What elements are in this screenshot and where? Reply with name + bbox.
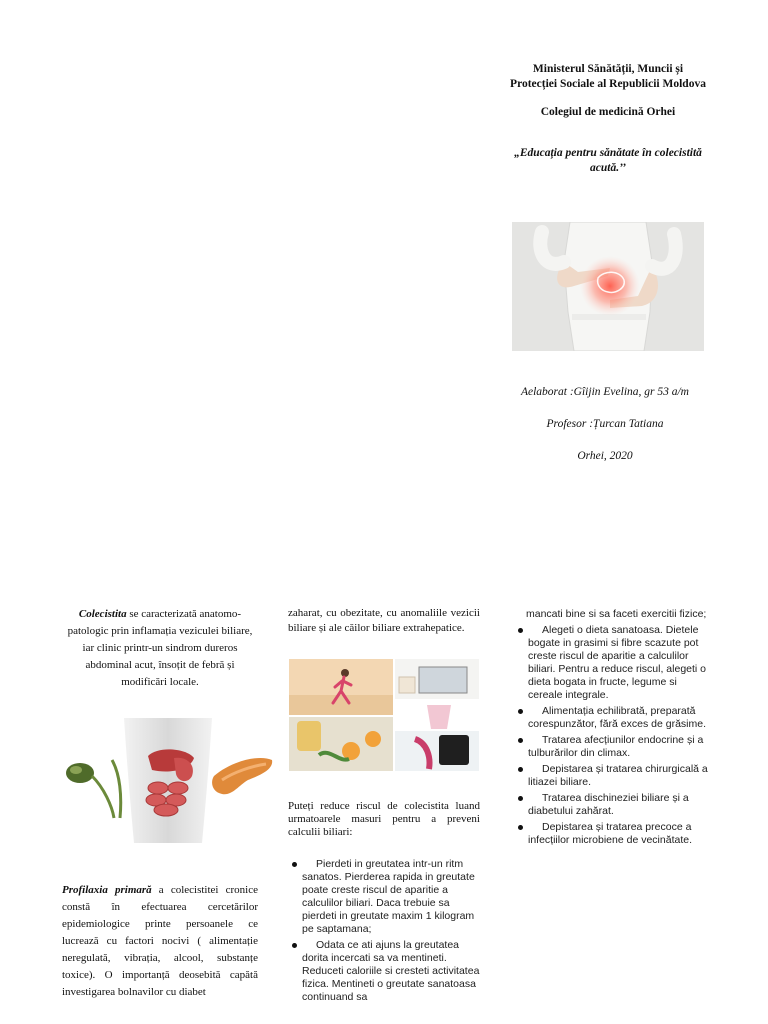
cover-panel	[508, 62, 708, 176]
organs-icon	[62, 718, 274, 843]
credits	[500, 386, 710, 482]
list-item: Pierdeti in greutatea intr-un ritm sanatos. Pierderea rapida in greutate poate creste riscul de aparitie a calculilor biliari. Daca trebuie sa pierdeti in greutate maxim 1 kilogram pe saptamana;	[302, 858, 480, 936]
abdominal-pain-illustration	[512, 222, 704, 351]
place-date: Orhei, 2020	[577, 450, 633, 462]
healthy-lifestyle-collage	[289, 659, 479, 771]
brochure-topic: „Educația pentru sănătate în colecistită acută.’’	[514, 147, 702, 174]
list-item: Odata ce ati ajuns la greutatea dorita incercati sa va mentineti. Reduceti caloriile si cresteti activitatea fizica. Mentineti o greutate sanatoasa continuand sa	[302, 939, 480, 1003]
definition-text: se caracterizată anatomo-patologic prin inflamația veziculei biliare, iar clinic printr-un sindrom dureros abdominal acut, însoțit de febră și modificări locale.	[67, 608, 253, 688]
list-item: Tratarea dischineziei biliare și a diabetului zahărat.	[528, 792, 708, 818]
college-name: Colegiul de medicină Orhei	[540, 106, 676, 118]
definition-paragraph	[62, 606, 258, 691]
digestive-organs-illustration	[62, 718, 274, 843]
term-prophylaxis: Profilaxia primară	[62, 884, 152, 896]
list-item: Alimentația echilibrată, preparată corespunzător, fără exces de grăsime.	[528, 705, 707, 730]
list-item: Alegeti o dieta sanatoasa. Dietele bogate in grasimi si fibre scazute pot creste riscul de aparitie a calculilor biliari. Pentru a reduce riscul, alegeti o dieta bogata in fructe, legume si cereale integrale.	[528, 624, 707, 701]
ministry-title: Ministerul Sănătății, Muncii și Protecției Sociale al Republicii Moldova	[510, 63, 706, 90]
list-item: Depistarea și tratarea precoce a infecțiilor microbiene de vecinătate.	[528, 821, 708, 847]
continued-text-col3: mancati bine si sa faceti exercitii fizice;	[526, 608, 707, 620]
author-line: Aelaborat :Gîijin Evelina, gr 53 a/m	[520, 386, 689, 398]
list-item: Tratarea afecțiunilor endocrine și a tulburărilor din climax.	[528, 734, 708, 760]
list-item: Depistarea și tratarea chirurgicală a litiazei biliare.	[528, 763, 708, 788]
prevention-list	[288, 858, 480, 1007]
lifestyle-photos-icon	[289, 659, 479, 771]
term-colecistita: Colecistita	[78, 608, 127, 620]
prophylaxis-paragraph	[62, 882, 258, 1001]
cover-photo	[512, 222, 704, 351]
prophylaxis-text: a colecistitei cronice constă în efectuarea cercetărilor epidemiologice printe persoanele ce lucrează cu factori nocivi ( alimentație neregulată, vibrația, alcool, substanțe toxice). O importanță deosebită capătă investigarea bolnavilor cu diabet	[62, 884, 258, 998]
teacher-line: Profesor :Țurcan Tatiana	[546, 418, 664, 430]
continued-text: zaharat, cu obezitate, cu anomaliile vezicii biliare și ale căilor biliare extrahepatice.	[288, 607, 480, 634]
prevention-intro: Puteți reduce riscul de colecistita luand urmatoarele masuri pentru a preveni calculii biliari:	[288, 800, 480, 838]
recommendations-column	[514, 608, 708, 850]
